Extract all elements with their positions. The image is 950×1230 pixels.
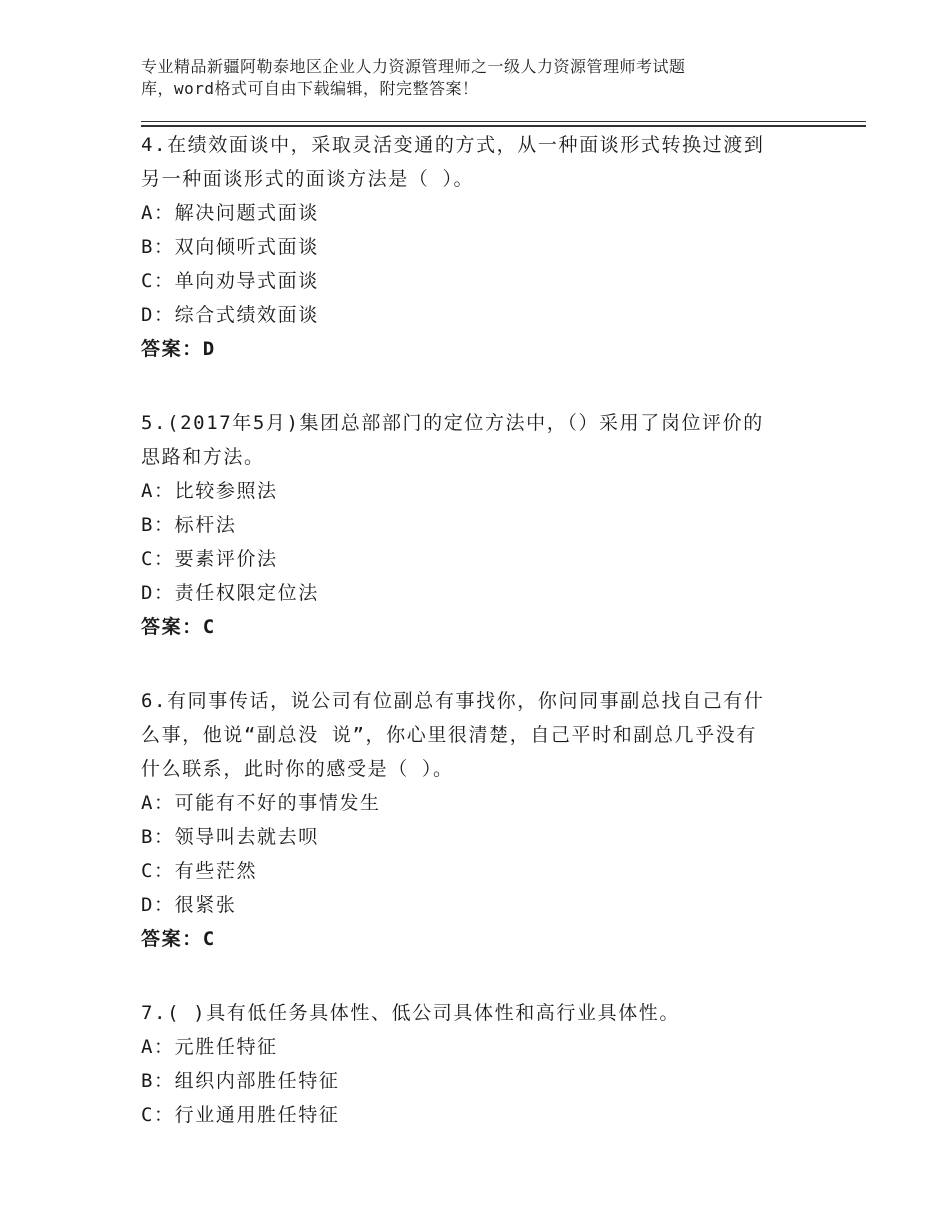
stem-line: 思路和方法。 — [141, 446, 265, 468]
stem-line: 7.( )具有低任务具体性、低公司具体性和高行业具体性。 — [141, 1002, 680, 1024]
question-stem — [141, 996, 821, 1030]
question-stem — [141, 128, 821, 196]
question-5 — [141, 406, 821, 644]
page-header — [141, 56, 781, 100]
header-divider-thin — [141, 121, 866, 122]
answer: 答案：C — [141, 616, 216, 638]
option-d: D：综合式绩效面谈 — [141, 304, 319, 326]
stem-line: 6.有同事传话，说公司有位副总有事找你，你问同事副总找自己有什 — [141, 690, 765, 712]
stem-line: 么事，他说“副总没 说”，你心里很清楚，自己平时和副总几乎没有 — [141, 724, 757, 746]
stem-line: 什么联系，此时你的感受是（ ）。 — [141, 758, 454, 780]
option-c: C：单向劝导式面谈 — [141, 270, 319, 292]
option-a: A：元胜任特征 — [141, 1036, 278, 1058]
option-b: B：组织内部胜任特征 — [141, 1070, 340, 1092]
question-list — [141, 128, 821, 1172]
question-7 — [141, 996, 821, 1132]
option-d: D：很紧张 — [141, 894, 237, 916]
option-b: B：领导叫去就去呗 — [141, 826, 319, 848]
option-d: D：责任权限定位法 — [141, 582, 319, 604]
answer: 答案：D — [141, 338, 216, 360]
option-a: A：解决问题式面谈 — [141, 202, 319, 224]
option-b: B：双向倾听式面谈 — [141, 236, 319, 258]
option-b: B：标杆法 — [141, 514, 237, 536]
stem-line: 4.在绩效面谈中，采取灵活变通的方式，从一种面谈形式转换过渡到 — [141, 134, 765, 156]
option-c: C：行业通用胜任特征 — [141, 1104, 340, 1126]
header-divider-thick — [141, 125, 866, 127]
option-c: C：要素评价法 — [141, 548, 278, 570]
question-4 — [141, 128, 821, 366]
option-a: A：比较参照法 — [141, 480, 278, 502]
question-6 — [141, 684, 821, 956]
answer: 答案：C — [141, 928, 216, 950]
header-line-1: 专业精品新疆阿勒泰地区企业人力资源管理师之一级人力资源管理师考试题 — [141, 57, 686, 76]
question-stem — [141, 406, 821, 474]
header-line-2: 库，word格式可自由下载编辑，附完整答案！ — [141, 79, 479, 98]
question-stem — [141, 684, 821, 786]
option-c: C：有些茫然 — [141, 860, 258, 882]
stem-line: 另一种面谈形式的面谈方法是（ ）。 — [141, 168, 475, 190]
stem-line: 5.(2017年5月)集团总部部门的定位方法中，（）采用了岗位评价的 — [141, 412, 764, 434]
option-a: A：可能有不好的事情发生 — [141, 792, 381, 814]
